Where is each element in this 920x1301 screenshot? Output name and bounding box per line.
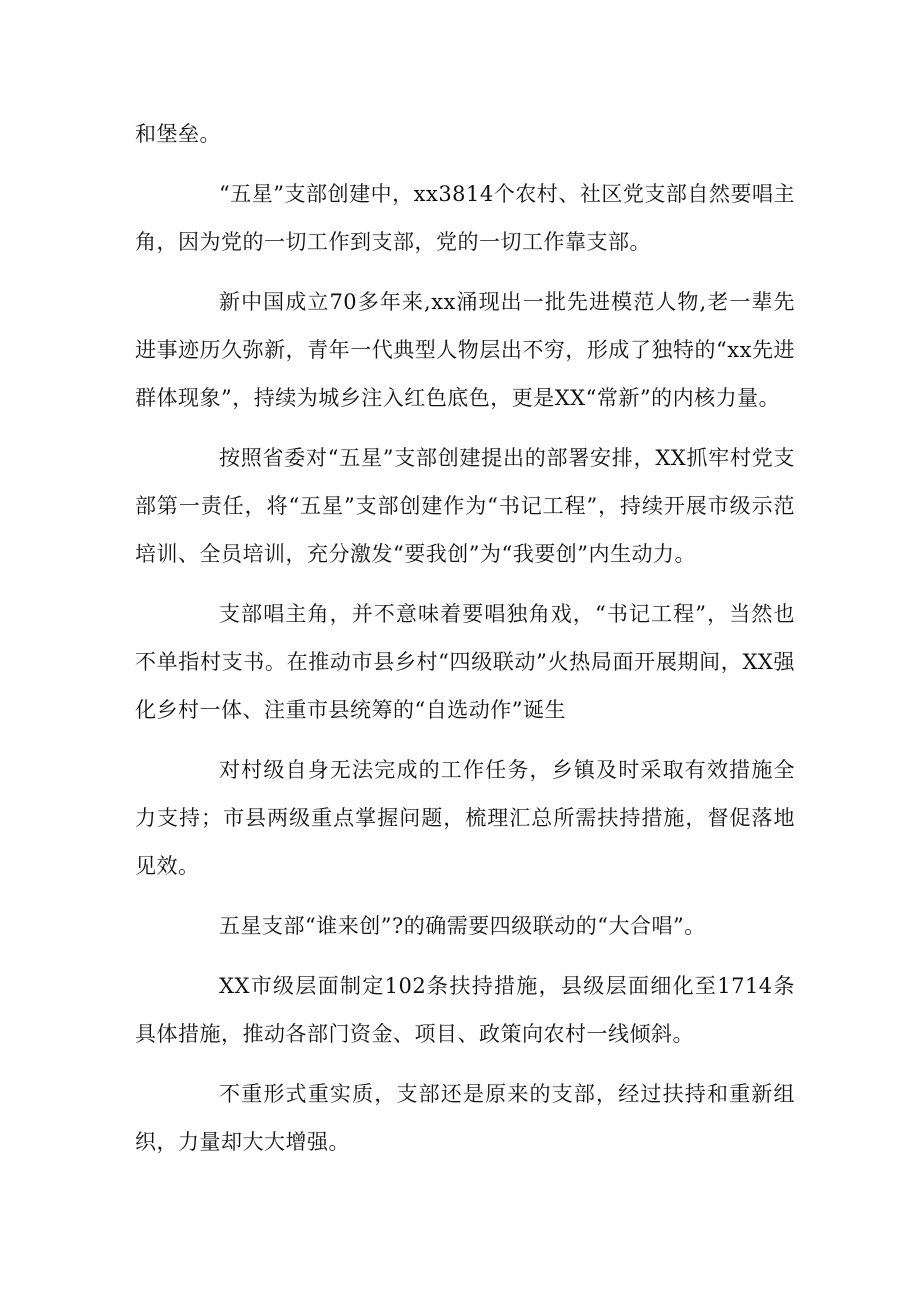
document-body — [135, 110, 795, 1178]
paragraph-8: XX市级层面制定102条扶持措施，县级层面细化至1714条具体措施，推动各部门资金、项目、政策向农村一线倾斜。 — [135, 974, 795, 1046]
paragraph-1: 和堡垒。 — [135, 122, 221, 146]
paragraph-9: 不重形式重实质，支部还是原来的支部，经过扶持和重新组织，力量却大大增强。 — [135, 1082, 795, 1154]
paragraph-4: 按照省委对“五星”支部创建提出的部署安排，XX抓牢村党支部第一责任，将“五星”支部创建作为“书记工程”，持续开展市级示范培训、全员培训，充分激发“要我创”为“我要创”内生动力。 — [135, 446, 795, 566]
paragraph-3: 新中国成立70多年来,xx涌现出一批先进模范人物,老一辈先进事迹历久弥新，青年一代典型人物层出不穷，形成了独特的“xx先进群体现象”，持续为城乡注入红色底色，更是XX“常新”的内核力量。 — [135, 290, 795, 410]
paragraph-5: 支部唱主角，并不意味着要唱独角戏，“书记工程”，当然也不单指村支书。在推动市县乡村“四级联动”火热局面开展期间，XX强化乡村一体、注重市县统筹的“自选动作”诞生 — [135, 602, 795, 722]
paragraph-7: 五星支部“谁来创”?的确需要四级联动的“大合唱”。 — [219, 914, 706, 938]
paragraph-6: 对村级自身无法完成的工作任务，乡镇及时采取有效措施全力支持；市县两级重点掌握问题，梳理汇总所需扶持措施，督促落地见效。 — [135, 758, 795, 878]
paragraph-2: “五星”支部创建中，xx3814个农村、社区党支部自然要唱主角，因为党的一切工作到支部，党的一切工作靠支部。 — [135, 182, 795, 254]
